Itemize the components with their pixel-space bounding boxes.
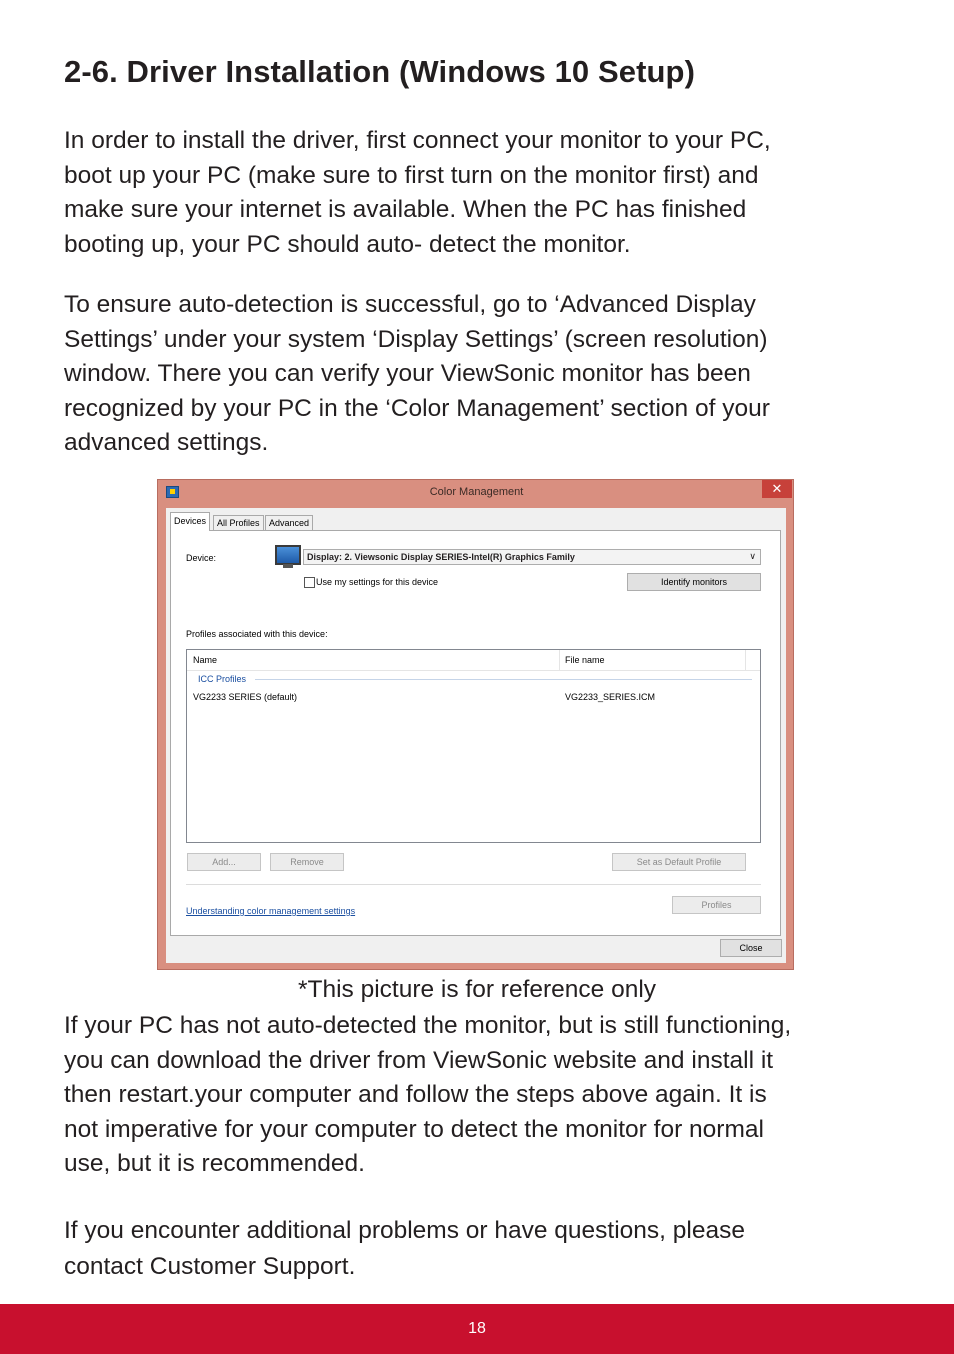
color-management-window	[157, 479, 794, 970]
device-select[interactable]	[303, 549, 761, 565]
text-line: contact Customer Support.	[64, 1253, 356, 1280]
panel-divider	[186, 884, 761, 885]
text-line: In order to install the driver, first connect your monitor to your PC,	[64, 127, 771, 154]
list-header	[187, 650, 760, 671]
driver-download-paragraph	[64, 1009, 894, 1182]
text-line: If you encounter additional problems or have questions, please	[64, 1217, 745, 1244]
text-line: If your PC has not auto-detected the monitor, but is still functioning,	[64, 1012, 792, 1039]
monitor-icon	[275, 545, 301, 565]
tab-all-profiles[interactable]: All Profiles	[213, 515, 264, 530]
profiles-button[interactable]: Profiles	[672, 896, 761, 914]
column-name[interactable]: Name	[193, 655, 218, 665]
color-settings-link[interactable]: Understanding color management settings	[186, 906, 356, 916]
section-heading: 2-6. Driver Installation (Windows 10 Setup)	[64, 54, 696, 89]
profiles-label: Profiles associated with this device:	[186, 629, 328, 639]
image-caption: *This picture is for reference only	[297, 976, 657, 1003]
use-settings-checkbox[interactable]	[304, 577, 315, 588]
page-number: 18	[468, 1320, 486, 1337]
text-line: not imperative for your computer to detect the monitor for normal	[64, 1115, 764, 1143]
group-divider	[255, 679, 752, 680]
devices-panel	[170, 530, 781, 936]
text-line: advanced settings.	[64, 429, 269, 456]
column-separator	[559, 650, 560, 670]
intro-paragraph	[64, 124, 894, 262]
text-line: you can download the driver from ViewSonic website and install it	[64, 1046, 774, 1074]
text-line: recognized by your PC in the ‘Color Management’ section of your	[64, 394, 770, 422]
add-button[interactable]: Add...	[187, 853, 261, 871]
tab-devices[interactable]: Devices	[170, 512, 210, 531]
footer-bar	[0, 1304, 954, 1354]
group-icc-profiles: ICC Profiles	[198, 674, 247, 684]
column-separator	[745, 650, 746, 670]
chevron-down-icon: ∨	[749, 551, 756, 561]
text-line: To ensure auto-detection is successful, go to ‘Advanced Display	[64, 291, 756, 318]
support-paragraph	[64, 1213, 894, 1285]
identify-monitors-button[interactable]: Identify monitors	[627, 573, 761, 591]
text-line: boot up your PC (make sure to first turn on the monitor first) and	[64, 161, 759, 189]
text-line: window. There you can verify your ViewSonic monitor has been	[64, 360, 751, 387]
remove-button[interactable]: Remove	[270, 853, 344, 871]
text-line: use, but it is recommended.	[64, 1150, 365, 1177]
close-window-button[interactable]: ✕	[762, 480, 792, 498]
profile-row-name[interactable]: VG2233 SERIES (default)	[193, 692, 298, 702]
device-select-value: Display: 2. Viewsonic Display SERIES-Intel(R) Graphics Family	[307, 552, 575, 562]
dialog-body	[166, 508, 786, 963]
tab-advanced[interactable]: Advanced	[265, 515, 313, 530]
auto-detection-paragraph	[64, 288, 894, 461]
text-line: then restart.your computer and follow the steps above again. It is	[64, 1081, 767, 1108]
profile-row-file[interactable]: VG2233_SERIES.ICM	[565, 692, 656, 702]
use-settings-label: Use my settings for this device	[316, 577, 439, 587]
text-line: make sure your internet is available. When the PC has finished	[64, 196, 747, 223]
text-line: booting up, your PC should auto- detect the monitor.	[64, 230, 631, 258]
column-file-name[interactable]: File name	[565, 655, 605, 665]
device-label: Device:	[186, 553, 217, 563]
text-line: Settings’ under your system ‘Display Settings’ (screen resolution)	[64, 325, 768, 353]
profiles-list[interactable]	[186, 649, 761, 843]
window-title: Color Management	[429, 486, 524, 498]
set-default-profile-button[interactable]: Set as Default Profile	[612, 853, 746, 871]
close-button[interactable]: Close	[720, 939, 782, 957]
